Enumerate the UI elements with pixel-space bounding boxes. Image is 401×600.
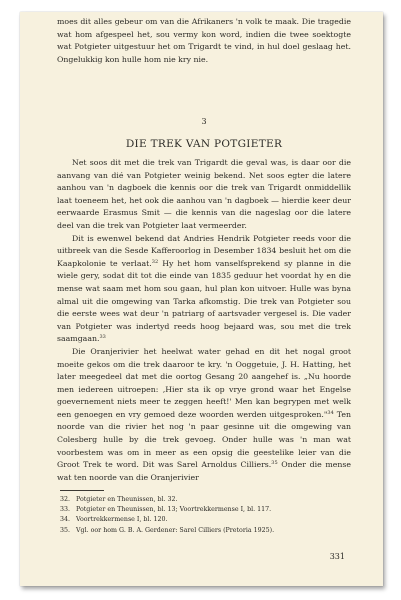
footnote-ref: 32 xyxy=(151,258,159,265)
footnote-ref: 33 xyxy=(99,334,106,341)
paragraph: Dit is ewenwel bekend dat Andries Hendrik Potgieter reeds voor die uitbreek van die Sesde Kafferoorlog in Desember 1834 besluit het om die Kaapkolonie te verlaat.$^{32}$ Hy het hom vanselfsprekend sy planne in die wiele gery, sodat dit tot die einde van 1835 geduur het voordat hy en die mense wat saam met hom sou gaan, hul plan kon uitvoer. Hulle was byna almal uit die omgewing van Tarka afkomstig. Die trek van Potgieter sou die eerste wees wat deur 'n patriarg of aartsvader vergesel is. Die vader van Potgieter was indertyd reeds hoog bejaard was, sou met die trek saamgaan.$^{33}$ xyxy=(57,233,352,344)
footnote: 32. Potgieter en Theunissen, bl. 32. xyxy=(60,496,178,503)
footnote-ref: 34 xyxy=(327,409,334,416)
page-number: 331 xyxy=(329,552,345,561)
footnote-divider xyxy=(60,490,104,491)
footnotes xyxy=(60,495,350,536)
footnote: 34. Voortrekkermense I, bl. 120. xyxy=(60,516,168,524)
footnote-ref: 35 xyxy=(271,460,278,467)
body-text xyxy=(57,157,351,484)
intro-paragraph xyxy=(57,16,351,66)
footnote: 33. Potgieter en Theunissen, bl. 13; Voortrekkermense I, bl. 117. xyxy=(60,506,272,514)
footnote: 35. Vgl. oor hom G. B. A. Gerdener: Sarel Cilliers (Pretoria 1925). xyxy=(60,526,275,534)
book-page xyxy=(20,12,383,586)
paragraph: Net soos dit met die trek van Trigardt die geval was, is daar oor die aanvang van dié van Potgieter weinig bekend. Net soos egter die latere aanhou van 'n dagboek die kennis oor die trek van Trigardt onmiddellik laat toeneem het, het ook die aanhou van 'n dagboek — hierdie keer deur eerwaarde Erasmus Smit — die kennis van die nageslag oor die latere deel van die trek van Potgieter laat vermeerder. xyxy=(57,158,351,230)
section-number: 3 xyxy=(201,117,207,126)
chapter-title: DIE TREK VAN POTGIETER xyxy=(125,138,283,150)
paragraph: Die Oranjerivier het heelwat water gehad en dit het nogal groot moeite gekos om die trek daaroor te kry. 'n Ooggetuie, J. H. Hatting, het later meegedeel dat met die oortog Gesang 20 aangehef is. „Nu hoorde men iedereen uitroepen: ‚Hier sta ik op vrye grond waar het Engelse goevernement niets meer te zeggen heeft!' Men kan begrypen met welk een genoegen en vry gemoed deze woorden werden uitgesproken."$^{34}$ Ten noorde van die rivier het nog 'n paar gesinne uit die omgewing van Colesberg hulle by die trek gevoeg. Onder hulle was 'n man wat voorbestem was om in meer as een opsig die geestelike leier van die Groot Trek te word. Dit was Sarel Arnoldus Cilliers.$^{35}$ Onder die mense wat ten noorde van die Oranjerivier xyxy=(57,346,351,482)
intro-text: moes dit alles gebeur om van die Afrikaners 'n volk te maak. Die tragedie wat hom afgespeel het, sou vermy kon word, indien die twee soektogte wat Potgieter uitgestuur het om Trigardt te vind, in hul doel geslaag het. Ongelukkig kon hulle hom nie kry nie. xyxy=(57,17,351,64)
